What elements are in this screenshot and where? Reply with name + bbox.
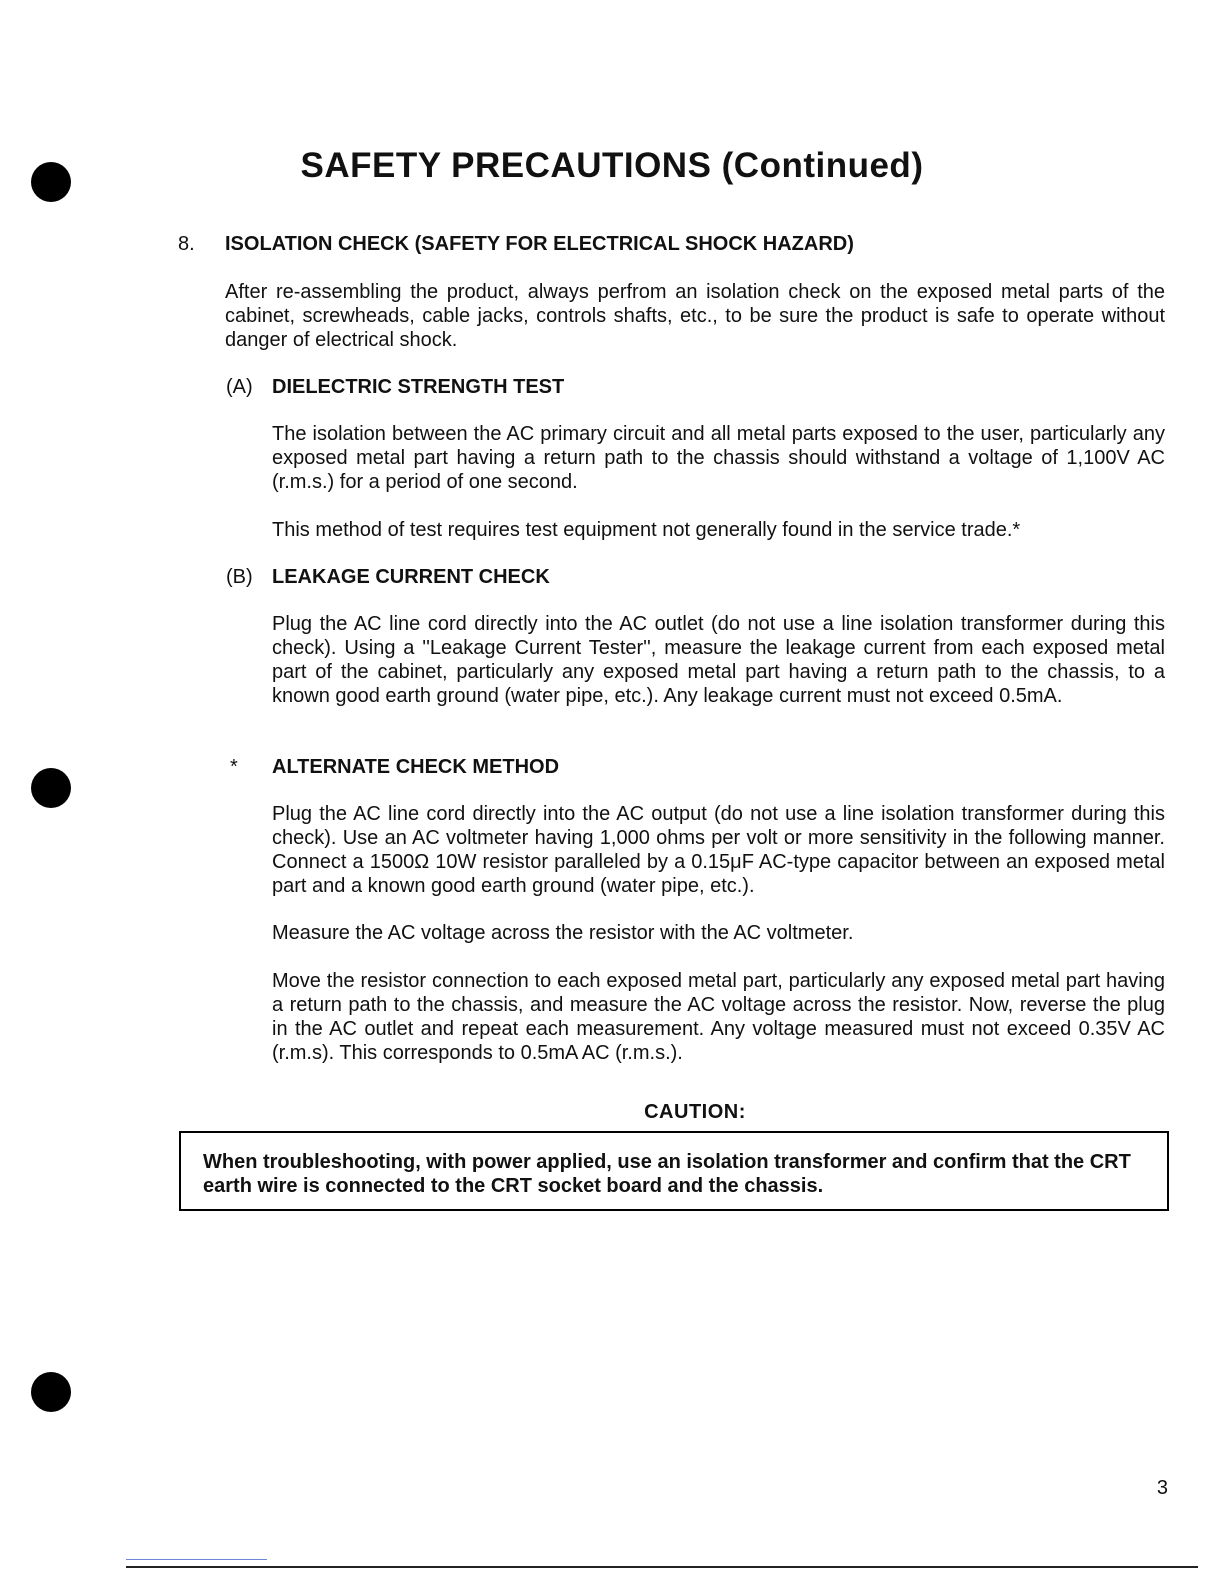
test-b-label: (B) [226, 566, 253, 588]
test-a-paragraph-1: The isolation between the AC primary circuit and all metal parts exposed to the user, particularly any exposed metal part having a return path to the chassis should withstand a voltage of 1,100V AC (r.m.s.) for a period of one second. [272, 423, 1165, 493]
footer-rule [126, 1566, 1198, 1568]
section-intro: After re-assembling the product, always perfrom an isolation check on the exposed metal parts of the cabinet, screwheads, cable jacks, controls shafts, etc., to be sure the product is safe to operate without danger of electrical shock. [225, 281, 1165, 351]
test-a-heading: DIELECTRIC STRENGTH TEST [272, 376, 565, 398]
page-title: SAFETY PRECAUTIONS (Continued) [300, 146, 924, 185]
alternate-paragraph-2: Measure the AC voltage across the resistor with the AC voltmeter. [272, 922, 854, 944]
section-number: 8. [178, 233, 195, 255]
footer-rule-short [126, 1559, 267, 1560]
caution-text: When troubleshooting, with power applied, use an isolation transformer and confirm that the CRT earth wire is connected to the CRT socket board and the chassis. [203, 1151, 1131, 1197]
alternate-paragraph-3: Move the resistor connection to each exposed metal part, particularly any exposed metal part having a return path to the chassis, and measure the AC voltage across the resistor. Now, reverse the plug in the AC outlet and repeat each measurement. Any voltage measured must not exceed 0.35V AC (r.m.s). This corresponds to 0.5mA AC (r.m.s.). [272, 970, 1165, 1064]
punch-hole-bottom [31, 1372, 71, 1412]
alternate-paragraph-1: Plug the AC line cord directly into the AC output (do not use a line isolation transformer during this check). Use an AC voltmeter having 1,000 ohms per volt or more sensitivity in the following manner. Connect a 1500Ω 10W resistor paralleled by a 0.15μF AC-type capacitor between an exposed metal part and a known good earth ground (water pipe, etc.). [272, 803, 1165, 897]
section-heading: ISOLATION CHECK (SAFETY FOR ELECTRICAL SHOCK HAZARD) [225, 233, 854, 255]
test-b-heading: LEAKAGE CURRENT CHECK [272, 566, 550, 588]
page-number: 3 [1156, 1477, 1168, 1499]
test-b-paragraph-1: Plug the AC line cord directly into the AC outlet (do not use a line isolation transformer during this check). Using a ''Leakage Current Tester'', measure the leakage current from each exposed metal part of the cabinet, particularly any exposed metal part having a return path to the chassis, to a known good earth ground (water pipe, etc.). Any leakage current must not exceed 0.5mA. [272, 613, 1165, 707]
test-a-paragraph-2: This method of test requires test equipment not generally found in the service trade.* [272, 519, 1021, 541]
alternate-heading: ALTERNATE CHECK METHOD [272, 756, 560, 778]
caution-label: CAUTION: [644, 1101, 746, 1123]
alternate-label: * [230, 756, 238, 778]
punch-hole-middle [31, 768, 71, 808]
test-a-label: (A) [226, 376, 253, 398]
caution-box [179, 1131, 1169, 1211]
